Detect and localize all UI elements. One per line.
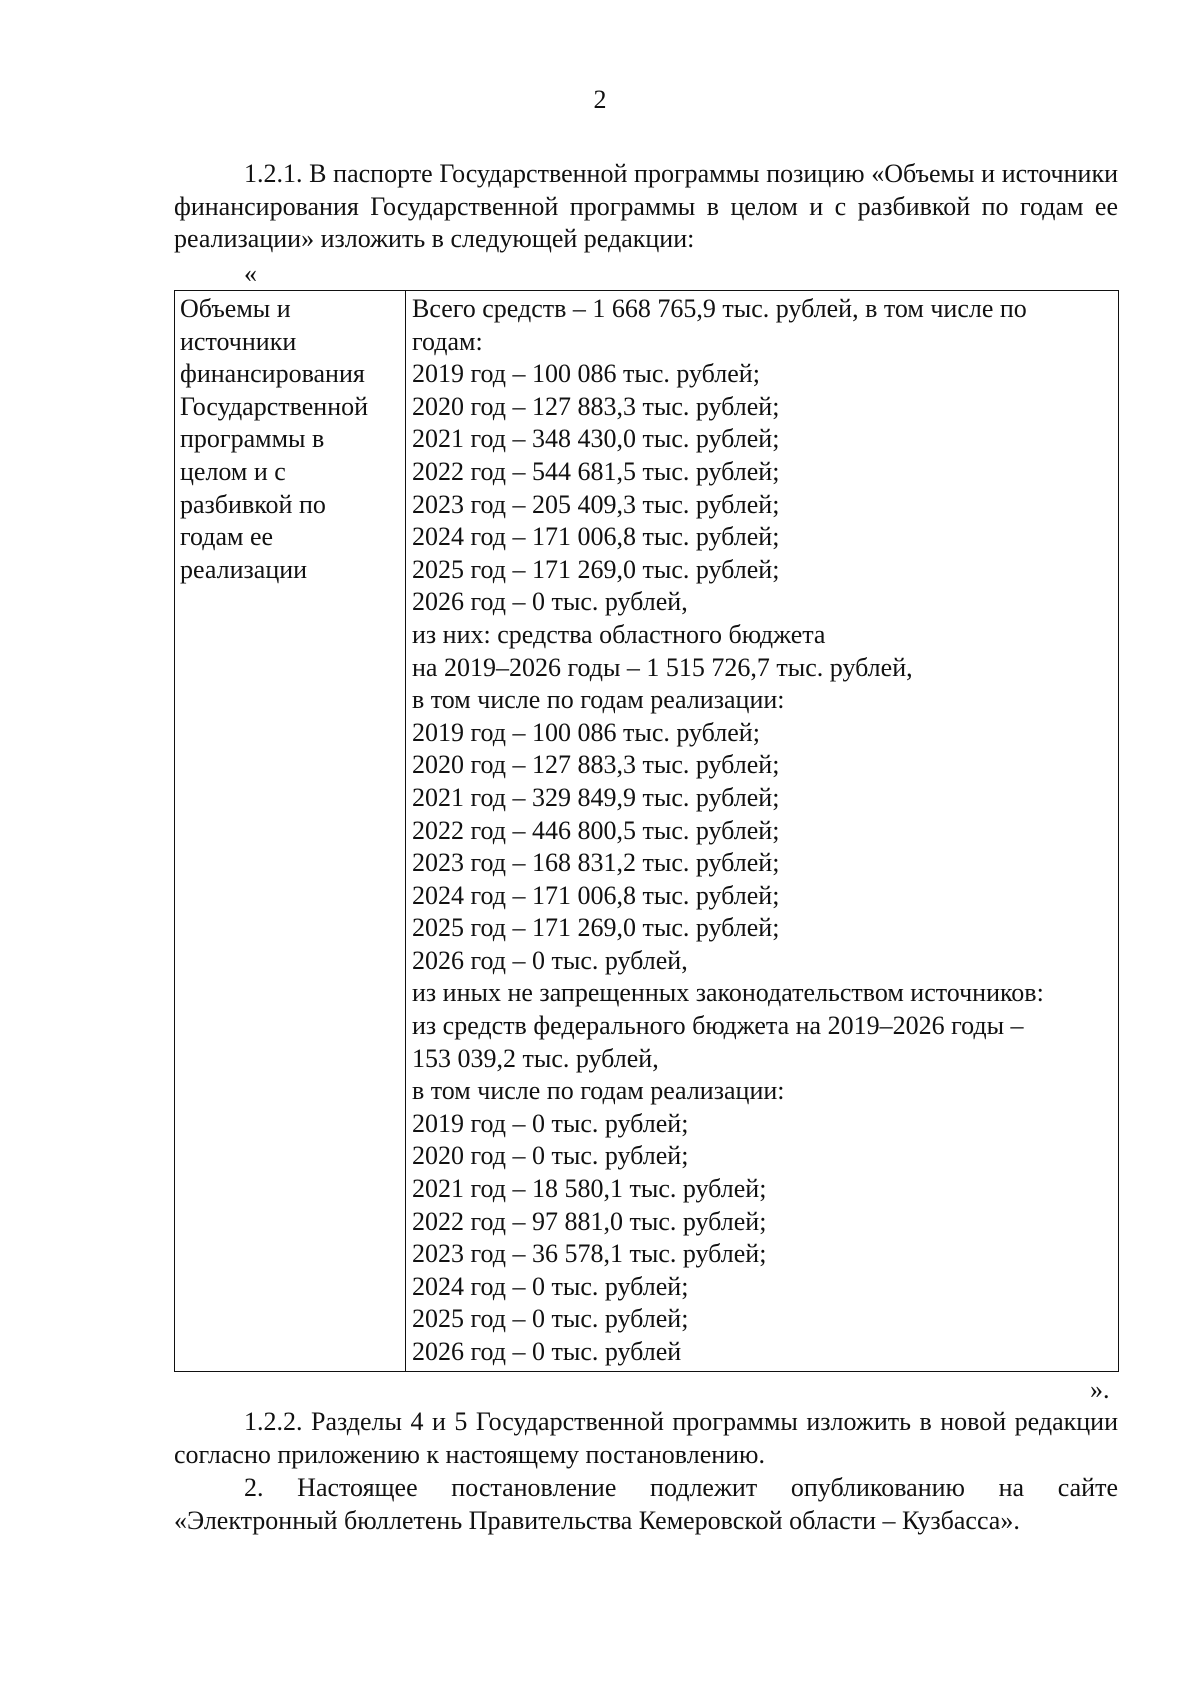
table-value-line: 2022 год – 446 800,5 тыс. рублей; — [412, 815, 780, 845]
table-value-line: 2024 год – 171 006,8 тыс. рублей; — [412, 522, 780, 552]
table-value-line: 2020 год – 127 883,3 тыс. рублей; — [412, 391, 780, 421]
table-value-line: 2026 год – 0 тыс. рублей — [412, 1337, 682, 1366]
table-value-line: 2021 год – 329 849,9 тыс. рублей; — [412, 782, 780, 812]
table-value-line: 2020 год – 127 883,3 тыс. рублей; — [412, 750, 780, 780]
table-value-line: в том числе по годам реализации: — [412, 1076, 785, 1106]
table-value-line: 2024 год – 0 тыс. рублей; — [412, 1271, 689, 1301]
table-value-line: 153 039,2 тыс. рублей, — [412, 1043, 659, 1073]
table-value-line: на 2019–2026 годы – 1 515 726,7 тыс. рублей, — [412, 652, 913, 682]
paragraph-1-2-2: 1.2.2. Разделы 4 и 5 Государственной программы изложить в новой редакции согласно приложению к настоящему постановлению. — [174, 1407, 1118, 1469]
table-value-line: из иных не запрещенных законодательством источников: — [412, 978, 1044, 1008]
table-value-line: 2021 год – 348 430,0 тыс. рублей; — [412, 424, 780, 454]
table-value-line: 2021 год – 18 580,1 тыс. рублей; — [412, 1174, 767, 1204]
table-row — [175, 291, 1119, 1372]
table-value-line: 2025 год – 171 269,0 тыс. рублей; — [412, 554, 780, 584]
table-value-line: Всего средств – 1 668 765,9 тыс. рублей, в том числе по — [412, 294, 1027, 323]
table-value-line: из них: средства областного бюджета — [412, 619, 826, 649]
table-value-line: 2023 год – 36 578,1 тыс. рублей; — [412, 1239, 767, 1269]
table-value-line: 2019 год – 100 086 тыс. рублей; — [412, 717, 760, 747]
table-value-line: годам: — [412, 326, 483, 356]
table-value-line: 2025 год – 171 269,0 тыс. рублей; — [412, 913, 780, 943]
paragraph-2: 2. Настоящее постановление подлежит опубликованию на сайте «Электронный бюллетень Правительства Кемеровской области – Кузбасса». — [174, 1473, 1118, 1535]
table-value-cell — [406, 291, 1119, 1372]
table-value-line: 2024 год – 171 006,8 тыс. рублей; — [412, 880, 780, 910]
intro-paragraph: 1.2.1. В паспорте Государственной программы позицию «Объемы и источники финансирования Государственной программы в целом и с разбивкой по годам ее реализации» изложить в следующей редакции: — [174, 159, 1118, 253]
table-value-line: в том числе по годам реализации: — [412, 685, 785, 715]
closing-quote-mark: ». — [1090, 1375, 1110, 1404]
financing-table — [174, 290, 1119, 1372]
table-value-line: 2025 год – 0 тыс. рублей; — [412, 1304, 689, 1334]
table-value-line: 2022 год – 97 881,0 тыс. рублей; — [412, 1206, 767, 1236]
table-value-line: из средств федерального бюджета на 2019–2026 годы – — [412, 1011, 1024, 1041]
page-number: 2 — [593, 85, 607, 114]
table-value-line: 2022 год – 544 681,5 тыс. рублей; — [412, 456, 780, 486]
table-value-line: 2023 год – 205 409,3 тыс. рублей; — [412, 489, 780, 519]
table-value-line: 2026 год – 0 тыс. рублей, — [412, 945, 688, 975]
table-value-line: 2020 год – 0 тыс. рублей; — [412, 1141, 689, 1171]
table-value-line: 2019 год – 100 086 тыс. рублей; — [412, 359, 760, 389]
table-value-line: 2026 год – 0 тыс. рублей, — [412, 587, 688, 617]
opening-quote-mark: « — [244, 259, 257, 288]
table-value-line: 2019 год – 0 тыс. рублей; — [412, 1108, 689, 1138]
table-value-line: 2023 год – 168 831,2 тыс. рублей; — [412, 848, 780, 878]
table-label-cell: Объемы и источники финансирования Государственной программы в целом и с разбивкой по годам ее реализации — [175, 291, 406, 1372]
